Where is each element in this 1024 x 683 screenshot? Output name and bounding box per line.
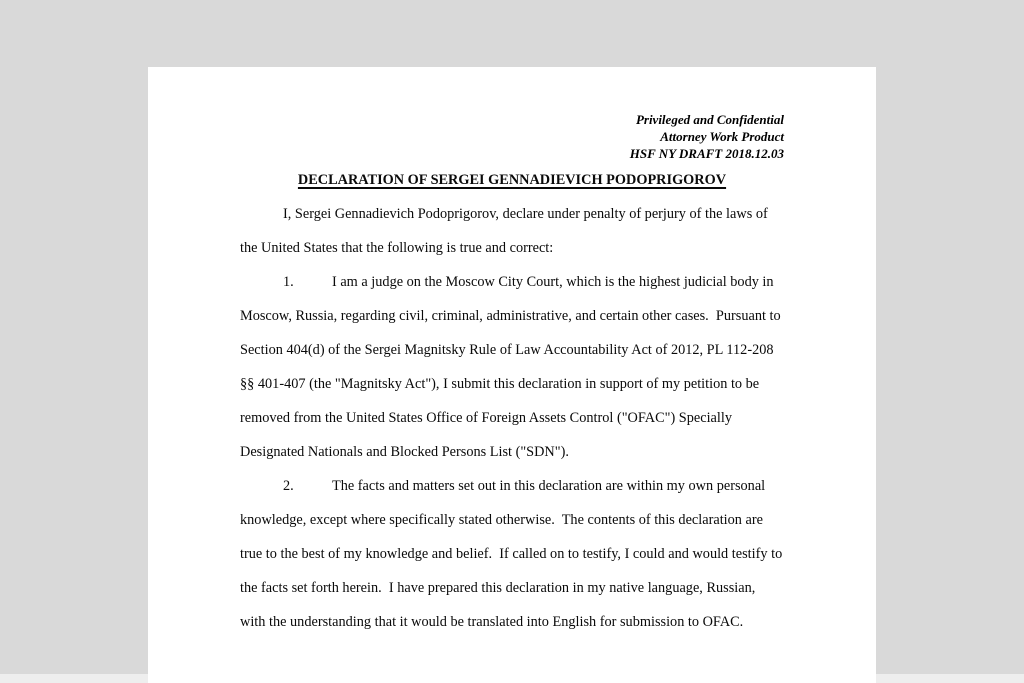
document-title [240, 169, 784, 191]
paragraph-2-text: The facts and matters set out in this declaration are within my own personal knowledge, except where specifically stated otherwise. The contents of this declaration are true to the best of my knowledge and belief. If called on to testify, I could and would testify to the facts set forth herein. I have prepared this declaration in my native language, Russian, with the understanding that it would be translated into English for submission to OFAC. [240, 478, 786, 630]
intro-paragraph [240, 197, 784, 265]
paragraph-2-number: 2. [283, 478, 294, 494]
confidentiality-header [240, 111, 784, 162]
paragraph-1-number: 1. [283, 274, 294, 290]
paragraph-2 [240, 469, 784, 639]
document-body [240, 197, 784, 639]
document-title-text: DECLARATION OF SERGEI GENNADIEVICH PODOPRIGOROV [297, 172, 727, 188]
paragraph-1 [240, 265, 784, 469]
header-line-work-product: Attorney Work Product [660, 129, 784, 144]
intro-paragraph-text: I, Sergei Gennadievich Podoprigorov, declare under penalty of perjury of the laws of the United States that the following is true and correct: [240, 206, 772, 256]
header-line-draft-stamp: HSF NY DRAFT 2018.12.03 [629, 146, 784, 161]
document-page [148, 67, 876, 683]
paragraph-1-text: I am a judge on the Moscow City Court, which is the highest judicial body in Moscow, Russia, regarding civil, criminal, administrative, and certain other cases. Pursuant to Section 404(d) of the Sergei Magnitsky Rule of Law Accountability Act of 2012, PL 112-208 §§ 401-407 (the "Magnitsky Act"), I submit this declaration in support of my petition to be removed from the United States Office of Foreign Assets Control ("OFAC") Specially Designated Nationals and Blocked Persons List ("SDN"). [240, 274, 785, 460]
header-line-privileged: Privileged and Confidential [635, 112, 784, 127]
